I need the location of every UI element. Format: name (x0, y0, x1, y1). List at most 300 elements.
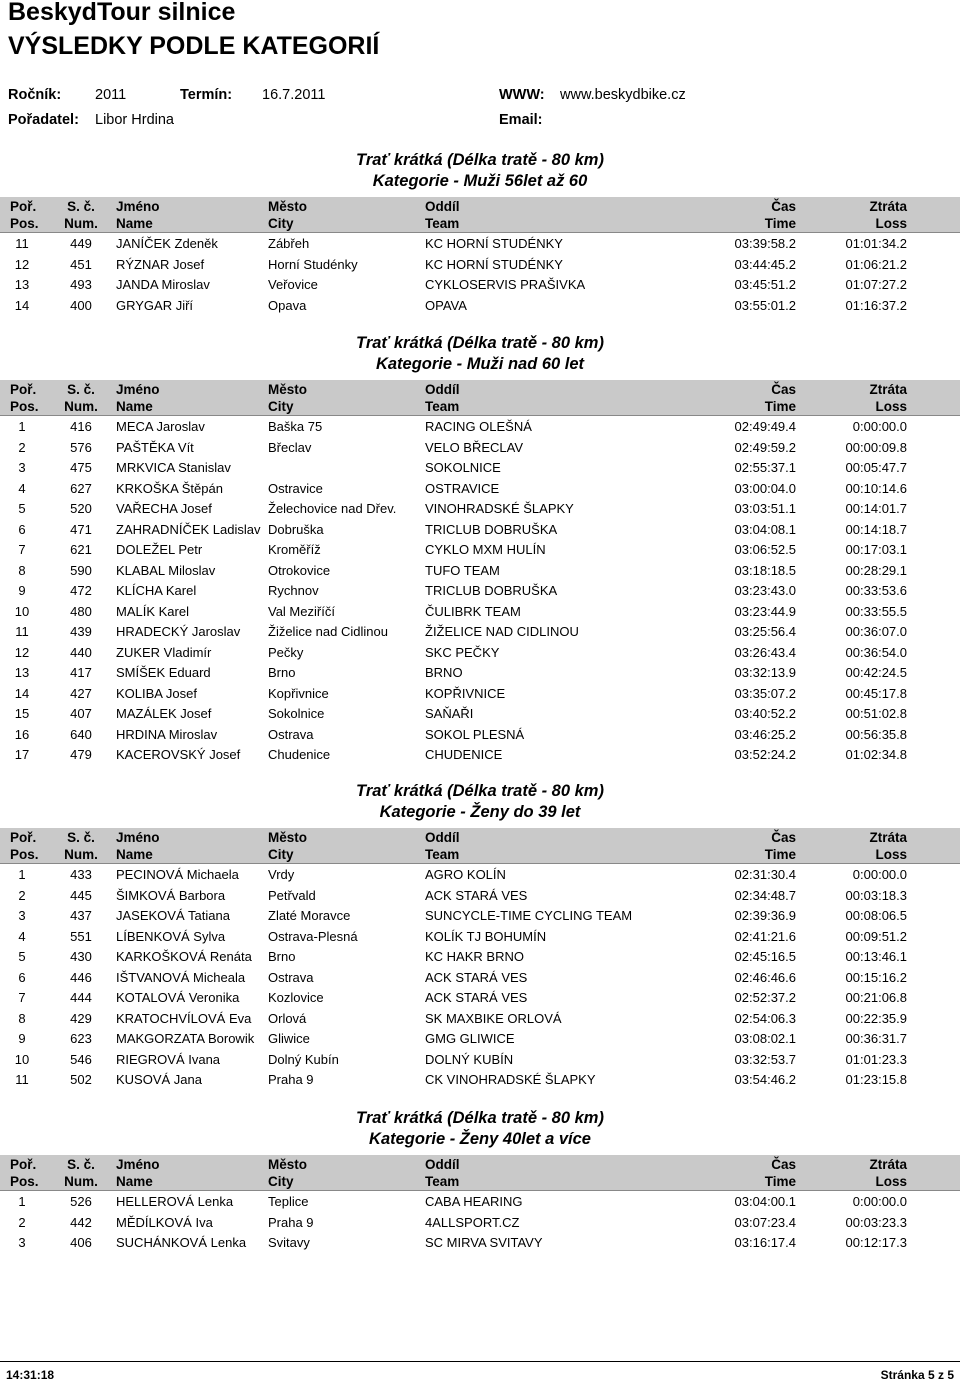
table-cell: ACK STARÁ VES (425, 887, 528, 903)
table-cell: Petřvald (268, 887, 316, 903)
table-row (0, 233, 960, 254)
table-row (0, 1028, 960, 1049)
table-cell: 03:04:08.1 (734, 521, 796, 537)
table-cell: Praha 9 (268, 1214, 314, 1230)
table-cell: 03:00:04.0 (734, 480, 796, 496)
table-cell: 02:41:21.6 (734, 928, 796, 944)
table-cell: Praha 9 (268, 1072, 314, 1087)
table-cell: Val Meziříčí (268, 603, 335, 619)
column-header: Loss (875, 1174, 907, 1189)
table-cell: 03:32:53.7 (734, 1051, 796, 1067)
table-cell: 3 (18, 908, 26, 923)
table-cell: Kopřivnice (268, 685, 329, 701)
table-cell: RACING OLEŠNÁ (425, 419, 532, 434)
table-row (0, 905, 960, 926)
table-cell: SK MAXBIKE ORLOVÁ (425, 1010, 562, 1026)
category-title: Kategorie - Ženy do 39 let (379, 803, 581, 821)
table-cell: SC MIRVA SVITAVY (425, 1235, 543, 1250)
email-label: Email: (499, 112, 543, 128)
table-cell: SUCHÁNKOVÁ Lenka (116, 1235, 247, 1250)
table-cell: Brno (268, 949, 296, 964)
table-cell: 2 (18, 1214, 26, 1230)
table-cell: 4 (18, 480, 26, 496)
table-cell: 01:02:34.8 (845, 747, 907, 762)
table-cell: 03:39:58.2 (734, 236, 796, 251)
column-header: Pos. (10, 1174, 39, 1189)
table-cell: JANDA Miroslav (116, 277, 210, 292)
table-cell: 00:45:17.8 (845, 685, 907, 701)
table-cell: 00:09:51.2 (845, 928, 907, 944)
table-cell: 576 (70, 439, 92, 455)
table-row (0, 560, 960, 581)
table-cell: BRNO (425, 665, 463, 680)
table-cell: 00:10:14.6 (845, 480, 907, 496)
table-cell: AGRO KOLÍN (425, 867, 506, 882)
table-cell: KLABAL Miloslav (116, 562, 216, 578)
table-cell: 00:00:09.8 (845, 439, 907, 455)
table-cell: 427 (70, 685, 92, 701)
column-header: Num. (64, 399, 98, 414)
table-row (0, 1049, 960, 1070)
table-cell: CK VINOHRADSKÉ ŠLAPKY (425, 1072, 596, 1087)
table-cell: 623 (70, 1031, 92, 1046)
table-row (0, 683, 960, 704)
table-cell: Břeclav (268, 439, 312, 455)
table-cell: 13 (14, 277, 30, 292)
table-cell: 00:21:06.8 (845, 990, 907, 1005)
table-cell: Opava (268, 297, 307, 313)
table-row (0, 885, 960, 906)
table-header (0, 1155, 960, 1191)
table-cell: 03:16:17.4 (734, 1235, 796, 1250)
table-row (0, 254, 960, 275)
table-cell: Ostrava (268, 726, 314, 742)
table-cell: Chudenice (268, 747, 331, 762)
table-row (0, 539, 960, 560)
table-cell: 01:01:23.3 (845, 1051, 907, 1067)
table-cell: 9 (18, 1031, 26, 1046)
table-cell: 627 (70, 480, 92, 496)
table-cell: 00:05:47.7 (845, 460, 907, 475)
table-cell: 03:25:56.4 (734, 624, 796, 639)
table-cell: 7 (18, 542, 26, 557)
table-cell: TRICLUB DOBRUŠKA (425, 521, 558, 537)
column-header: Poř. (10, 382, 37, 397)
table-cell: 00:03:18.3 (845, 887, 907, 903)
table-cell: KACEROVSKÝ Josef (116, 747, 241, 762)
table-cell: CABA HEARING (425, 1194, 523, 1209)
table-row (0, 703, 960, 724)
table-cell: 479 (70, 747, 92, 762)
table-cell: VINOHRADSKÉ ŠLAPKY (425, 501, 574, 516)
table-cell: 551 (70, 928, 92, 944)
table-cell: Teplice (268, 1194, 309, 1209)
table-cell: 10 (14, 603, 30, 619)
table-row (0, 1212, 960, 1233)
table-cell: 14 (14, 297, 30, 313)
column-header: Loss (875, 847, 907, 862)
table-cell: LÍBENKOVÁ Sylva (116, 928, 226, 944)
table-cell: 02:52:37.2 (734, 990, 796, 1005)
table-cell: 03:32:13.9 (734, 665, 796, 680)
table-row (0, 437, 960, 458)
table-cell: 03:18:18.5 (734, 562, 796, 578)
table-cell: TRICLUB DOBRUŠKA (425, 583, 558, 598)
table-cell: SMÍŠEK Eduard (116, 665, 211, 680)
table-cell: 03:23:43.0 (734, 583, 796, 598)
table-row (0, 1008, 960, 1029)
table-cell: MAZÁLEK Josef (116, 706, 212, 721)
column-header: Team (425, 1174, 460, 1189)
table-cell: VAŘECHA Josef (116, 501, 212, 516)
table-cell: KRATOCHVÍLOVÁ Eva (116, 1010, 252, 1026)
table-cell: Kozlovice (268, 990, 324, 1005)
table-cell: Brno (268, 665, 296, 680)
table-cell: VELO BŘECLAV (425, 439, 524, 455)
table-cell: 01:06:21.2 (845, 256, 907, 272)
table-cell: 7 (18, 990, 26, 1005)
table-cell: MRKVICA Stanislav (116, 460, 231, 475)
section-title: Trať krátká (Délka tratě - 80 km) (356, 782, 604, 800)
table-cell: 449 (70, 236, 92, 251)
column-header: Čas (771, 382, 796, 397)
table-cell: ZAHRADNÍČEK Ladislav (116, 521, 261, 537)
table-cell: SOKOL PLESNÁ (425, 726, 525, 742)
table-cell: KOLIBA Josef (116, 685, 197, 701)
column-header: S. č. (67, 830, 95, 845)
table-cell: 03:07:23.4 (734, 1214, 796, 1230)
table-cell: Ostrava (268, 969, 314, 985)
table-row (0, 274, 960, 295)
poradatel-value: Libor Hrdina (95, 112, 174, 128)
column-header: Time (764, 1174, 796, 1189)
table-cell: 417 (70, 665, 92, 680)
table-cell: Svitavy (268, 1235, 310, 1250)
column-header: Num. (64, 1174, 98, 1189)
table-cell: 03:03:51.1 (734, 501, 796, 516)
column-header: Oddíl (425, 199, 460, 214)
table-row (0, 601, 960, 622)
table-cell: Zlaté Moravce (268, 908, 351, 923)
table-row (0, 987, 960, 1008)
table-cell: Dobruška (268, 521, 324, 537)
table-cell: 02:55:37.1 (734, 460, 796, 475)
category-section (0, 1108, 960, 1253)
table-cell: KUSOVÁ Jana (116, 1072, 202, 1087)
table-row (0, 967, 960, 988)
table-cell: 03:45:51.2 (734, 277, 796, 292)
table-cell: 2 (18, 887, 26, 903)
table-cell: SKC PEČKY (425, 644, 500, 660)
table-cell: 02:46:46.6 (734, 969, 796, 985)
table-cell: 12 (14, 256, 30, 272)
section-title: Trať krátká (Délka tratě - 80 km) (356, 334, 604, 352)
table-cell: 00:13:46.1 (845, 949, 907, 964)
table-cell: ČULIBRK TEAM (425, 603, 521, 619)
table-cell: 00:12:17.3 (845, 1235, 907, 1250)
table-cell: 440 (70, 644, 92, 660)
table-cell: Ostravice (268, 480, 323, 496)
table-row (0, 946, 960, 967)
column-header: Time (764, 399, 796, 414)
table-cell: Otrokovice (268, 562, 331, 578)
termin-label: Termín: (180, 87, 233, 103)
section-title: Trať krátká (Délka tratě - 80 km) (356, 1109, 604, 1127)
column-header: Pos. (10, 847, 39, 862)
column-header: S. č. (67, 382, 95, 397)
table-cell: 439 (70, 624, 92, 639)
table-cell: 03:35:07.2 (734, 685, 796, 701)
table-cell: 5 (18, 949, 26, 964)
table-cell: RÝZNAR Josef (116, 256, 205, 272)
table-cell: OPAVA (425, 297, 467, 313)
table-cell: 2 (18, 439, 26, 455)
column-header: City (268, 1174, 294, 1189)
table-cell: KOTALOVÁ Veronika (116, 990, 240, 1005)
table-cell: 00:36:07.0 (845, 624, 907, 639)
category-section (0, 333, 960, 765)
table-cell: Kroměříž (268, 542, 321, 557)
table-cell: MECA Jaroslav (116, 419, 205, 434)
table-header (0, 197, 960, 233)
table-cell: HRDINA Miroslav (116, 726, 218, 742)
table-cell: 526 (70, 1194, 92, 1209)
table-cell: Želechovice nad Dřev. (268, 501, 397, 516)
table-cell: 4ALLSPORT.CZ (425, 1214, 520, 1230)
column-header: Pos. (10, 216, 39, 231)
column-header: Ztráta (869, 382, 907, 397)
table-row (0, 864, 960, 885)
column-header: Time (764, 216, 796, 231)
www-value[interactable]: www.beskydbike.cz (560, 87, 686, 103)
table-cell: 445 (70, 887, 92, 903)
table-cell: 17 (14, 747, 30, 762)
table-cell: 437 (70, 908, 92, 923)
print-time: 14:31:18 (6, 1368, 55, 1382)
table-cell: 446 (70, 969, 92, 985)
column-header: Name (116, 216, 153, 231)
table-cell: 5 (18, 501, 26, 516)
table-cell: ŠIMKOVÁ Barbora (116, 887, 226, 903)
table-row (0, 580, 960, 601)
table-row (0, 642, 960, 663)
table-cell: HRADECKÝ Jaroslav (116, 624, 241, 639)
table-cell: 03:44:45.2 (734, 256, 796, 272)
table-cell: KC HORNÍ STUDÉNKY (425, 256, 563, 272)
termin-value: 16.7.2011 (262, 87, 326, 103)
table-cell: 00:17:03.1 (845, 542, 907, 557)
column-header: Name (116, 399, 153, 414)
rocnik-value: 2011 (95, 87, 127, 103)
column-header: Město (268, 830, 308, 845)
table-row (0, 744, 960, 765)
table-cell: Sokolnice (268, 706, 325, 721)
column-header: Ztráta (869, 199, 907, 214)
table-cell: CHUDENICE (425, 747, 503, 762)
table-cell: Gliwice (268, 1031, 310, 1046)
table-row (0, 1191, 960, 1212)
table-cell: Pečky (268, 644, 304, 660)
table-cell: 11 (15, 624, 29, 639)
table-row (0, 457, 960, 478)
table-cell: 00:56:35.8 (845, 726, 907, 742)
table-cell: 00:08:06.5 (845, 908, 907, 923)
column-header: S. č. (67, 199, 95, 214)
rocnik-label: Ročník: (8, 87, 62, 103)
table-cell: TUFO TEAM (425, 562, 500, 578)
table-cell: 0:00:00.0 (852, 1194, 907, 1209)
table-header (0, 828, 960, 864)
table-cell: 1 (18, 867, 26, 882)
column-header: City (268, 399, 294, 414)
table-cell: Veřovice (268, 277, 318, 292)
table-cell: JASEKOVÁ Tatiana (116, 908, 230, 923)
table-cell: RIEGROVÁ Ivana (116, 1051, 221, 1067)
table-cell: 02:54:06.3 (734, 1010, 796, 1026)
www-label: WWW: (499, 87, 545, 103)
table-cell: KC HORNÍ STUDÉNKY (425, 236, 563, 251)
table-row (0, 621, 960, 642)
category-section (0, 150, 960, 315)
table-cell: 11 (15, 1072, 29, 1087)
table-row (0, 926, 960, 947)
table-cell: 03:55:01.2 (734, 297, 796, 313)
table-cell: 03:26:43.4 (734, 644, 796, 660)
table-row (0, 498, 960, 519)
table-cell: 9 (18, 583, 26, 598)
table-cell: 02:45:16.5 (734, 949, 796, 964)
table-cell: 01:01:34.2 (845, 236, 907, 251)
category-section (0, 781, 960, 1090)
table-cell: 03:06:52.5 (734, 542, 796, 557)
table-cell: SAŇAŘI (425, 706, 474, 721)
table-cell: ZUKER Vladimír (116, 644, 212, 660)
table-cell: 03:52:24.2 (734, 747, 796, 762)
table-cell: 02:49:59.2 (734, 439, 796, 455)
poradatel-label: Pořadatel: (8, 112, 79, 128)
table-row (0, 519, 960, 540)
document-title: BeskydTour silnice (8, 0, 236, 26)
category-title: Kategorie - Ženy 40let a více (369, 1130, 591, 1148)
table-cell: 00:03:23.3 (845, 1214, 907, 1230)
table-cell: 442 (70, 1214, 92, 1230)
table-cell: 02:31:30.4 (734, 867, 796, 882)
table-cell: Baška 75 (268, 419, 323, 434)
table-cell: GMG GLIWICE (425, 1031, 515, 1046)
table-cell: 416 (70, 419, 92, 434)
column-header: Jméno (116, 1157, 160, 1172)
table-header (0, 380, 960, 416)
table-cell: KARKOŠKOVÁ Renáta (116, 949, 252, 964)
table-cell: 493 (70, 277, 92, 292)
column-header: Team (425, 216, 460, 231)
table-cell: 1 (18, 1194, 26, 1209)
table-cell: 8 (18, 1010, 26, 1026)
table-row (0, 295, 960, 316)
table-cell: Žiželice nad Cidlinou (268, 624, 388, 639)
table-cell: 00:22:35.9 (845, 1010, 907, 1026)
table-cell: 03:54:46.2 (734, 1072, 796, 1087)
table-cell: 03:40:52.2 (734, 706, 796, 721)
table-cell: IŠTVANOVÁ Micheala (116, 969, 246, 985)
table-cell: 13 (14, 665, 30, 680)
table-cell: MAKGORZATA Borowik (116, 1031, 255, 1046)
table-cell: Horní Studénky (268, 256, 358, 272)
column-header: Město (268, 382, 308, 397)
column-header: Team (425, 847, 460, 862)
column-header: Čas (771, 830, 796, 845)
table-cell: 6 (18, 969, 26, 985)
table-cell: MALÍK Karel (116, 603, 189, 619)
table-cell: Orlová (268, 1010, 307, 1026)
table-cell: 640 (70, 726, 92, 742)
column-header: Loss (875, 399, 907, 414)
table-cell: 00:28:29.1 (845, 562, 907, 578)
table-cell: 03:08:02.1 (734, 1031, 796, 1046)
table-cell: OSTRAVICE (425, 480, 500, 496)
table-cell: 14 (14, 685, 30, 701)
table-cell: SOKOLNICE (425, 460, 501, 475)
table-cell: 1 (18, 419, 26, 434)
table-cell: 00:33:53.6 (845, 583, 907, 598)
column-header: Num. (64, 847, 98, 862)
table-cell: Zábřeh (268, 236, 310, 251)
table-cell: 02:49:49.4 (734, 419, 796, 434)
column-header: Oddíl (425, 830, 460, 845)
section-title: Trať krátká (Délka tratě - 80 km) (356, 151, 604, 169)
column-header: Oddíl (425, 1157, 460, 1172)
table-cell: 00:36:31.7 (845, 1031, 907, 1046)
table-cell: Rychnov (268, 583, 319, 598)
column-header: Jméno (116, 830, 160, 845)
table-cell: 430 (70, 949, 92, 964)
table-cell: MĚDÍLKOVÁ Iva (116, 1214, 213, 1230)
table-cell: 400 (70, 297, 92, 313)
table-cell: 621 (70, 542, 92, 557)
table-cell: CYKLO MXM HULÍN (425, 542, 546, 557)
table-cell: 03:23:44.9 (734, 603, 796, 619)
page-footer (0, 1361, 960, 1382)
table-cell: 16 (14, 726, 30, 742)
column-header: Name (116, 847, 153, 862)
table-cell: JANÍČEK Zdeněk (116, 236, 218, 251)
column-header: City (268, 216, 294, 231)
table-row (0, 724, 960, 745)
category-title: Kategorie - Muži 56let až 60 (372, 172, 588, 190)
table-cell: Vrdy (268, 867, 295, 882)
table-row (0, 662, 960, 683)
table-cell: 3 (18, 1235, 26, 1250)
table-row (0, 1069, 960, 1090)
table-cell: HELLEROVÁ Lenka (116, 1194, 234, 1209)
table-row (0, 416, 960, 437)
table-cell: 444 (70, 990, 92, 1005)
page-number: Stránka 5 z 5 (880, 1368, 954, 1382)
table-cell: 471 (70, 521, 92, 537)
table-cell: KRKOŠKA Štěpán (116, 480, 223, 496)
table-cell: ŽIŽELICE NAD CIDLINOU (425, 624, 579, 639)
table-cell: 01:16:37.2 (845, 297, 907, 313)
table-cell: 00:33:55.5 (845, 603, 907, 619)
table-cell: 00:42:24.5 (845, 665, 907, 680)
column-header: Ztráta (869, 830, 907, 845)
table-cell: 433 (70, 867, 92, 882)
column-header: Poř. (10, 1157, 37, 1172)
table-row (0, 1232, 960, 1253)
table-cell: 475 (70, 460, 92, 475)
table-cell: 6 (18, 521, 26, 537)
table-cell: 03:46:25.2 (734, 726, 796, 742)
